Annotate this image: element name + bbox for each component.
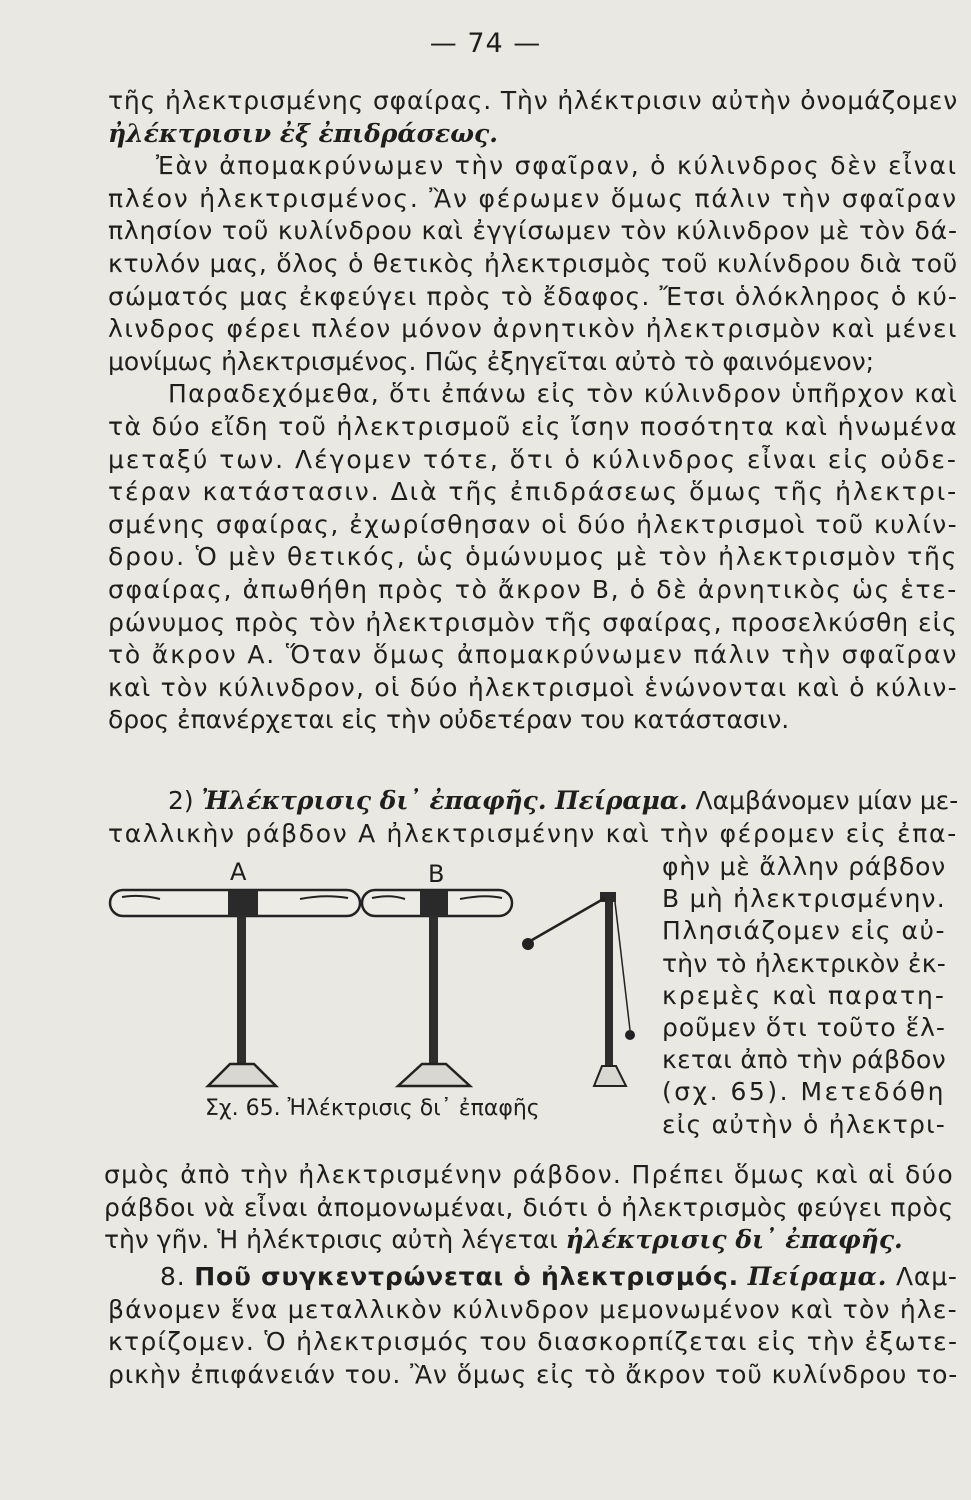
text-line <box>108 216 958 246</box>
text-line <box>662 884 946 914</box>
text-line <box>108 86 958 116</box>
text-run: Πείραμα. <box>747 1262 888 1291</box>
text-run: βάνομεν ἕνα μεταλλικὸν κύλινδρον μεμονωμένον καὶ τὸν ἠλε- <box>108 1294 958 1324</box>
text-run: ἠλέκτρισιν ἐξ ἐπιδράσεως. <box>108 118 498 148</box>
text-run: σμένης σφαίρας, ἐχωρίσθησαν οἱ δύο ἠλεκτρισμοὶ τοῦ κυλίν- <box>108 509 959 539</box>
text-line <box>108 314 958 344</box>
text-run: πλησίον τοῦ κυλίνδρου καὶ ἐγγίσωμεν τὸν κύλινδρον μὲ τὸν δά- <box>108 216 958 246</box>
text-line <box>108 1295 958 1325</box>
text-line <box>662 1110 946 1140</box>
text-run: ρικὴν ἐπιφάνειάν του. Ἂν ὅμως εἰς τὸ ἄκρον τοῦ κυλίνδρου το- <box>108 1359 959 1389</box>
text-line <box>104 1193 954 1223</box>
text-run: Παραδεχόμεθα, ὅτι ἐπάνω εἰς τὸν κύλινδρον ὑπῆρχον καὶ <box>168 379 958 409</box>
text-line <box>108 673 958 703</box>
text-line <box>108 542 958 572</box>
text-line <box>108 412 958 442</box>
text-line <box>108 1360 958 1390</box>
figure-65-contact-electrification <box>100 852 660 1092</box>
text-run: (σχ. 65). Μετεδόθη <box>662 1077 946 1107</box>
text-run: κρεμὲς καὶ παρατη- <box>662 980 946 1010</box>
text-run: τὴν γῆν. Ἡ ἠλέκτρισις αὐτὴ λέγεται <box>104 1225 566 1255</box>
text-run: 2) <box>168 786 202 815</box>
figure-label-a: Α <box>230 858 247 886</box>
text-line <box>662 1077 946 1107</box>
text-run: σμὸς ἀπὸ τὴν ἠλεκτρισμένην ράβδον. Πρέπει ὅμως καὶ αἱ δύο <box>104 1160 954 1189</box>
text-run: κτρίζομεν. Ὁ ἠλεκτρισμός του διασκορπίζεται εἰς τὴν ἐξωτε- <box>108 1327 959 1357</box>
rod-a <box>110 890 360 1086</box>
text-line <box>662 1013 946 1043</box>
electroscope-pendulum <box>522 892 635 1086</box>
text-line <box>662 916 946 946</box>
text-line <box>662 852 946 882</box>
text-run: 8. <box>160 1262 195 1291</box>
text-run: Β μὴ ἠλεκτρισμένην. <box>662 884 946 914</box>
text-run: Ἠλέκτρισις δι᾽ ἐπαφῆς. Πείραμα. <box>201 786 688 815</box>
text-run: δρου. Ὁ μὲν θετικός, ὡς ὁμώνυμος μὲ τὸν ἠλεκτρισμὸν τῆς <box>108 542 959 572</box>
text-run: ρώνυμος πρὸς τὸν ἠλεκτρισμὸν τῆς σφαίρας, προσελκύσθη εἰς <box>108 607 958 637</box>
text-line <box>108 819 958 849</box>
text-line <box>662 1045 946 1075</box>
text-line <box>104 1225 903 1255</box>
text-line <box>108 1327 958 1357</box>
text-run: κτυλόν μας, ὅλος ὁ θετικὸς ἠλεκτρισμὸς τοῦ κυλίνδρου διὰ τοῦ <box>108 249 958 278</box>
text-run: λινδρος φέρει πλέον μόνον ἀρνητικὸν ἠλεκτρισμὸν καὶ μένει <box>108 314 959 344</box>
text-run: εἰς αὐτὴν ὁ ἠλεκτρι- <box>662 1109 947 1139</box>
text-run: μεταξύ των. Λέγομεν τότε, ὅτι ὁ κύλινδρος εἶναι εἰς οὐδε- <box>108 444 958 474</box>
text-run: τέραν κατάστασιν. Διὰ τῆς ἐπιδράσεως ὅμως τῆς ἠλεκτρι- <box>108 477 959 507</box>
text-run: τῆς ἠλεκτρισμένης σφαίρας. Τὴν ἠλέκτρισιν αὐτὴν ὀνομάζομεν <box>108 86 959 115</box>
text-line <box>108 445 958 475</box>
text-line <box>168 379 958 409</box>
figure-caption: Σχ. 65. Ἠλέκτρισις δι᾽ ἐπαφῆς <box>205 1096 540 1121</box>
text-run: κεται ἀπὸ τὴν ράβδον <box>662 1045 947 1075</box>
text-run: ταλλικὴν ράβδον Α ἠλεκτρισμένην καὶ τὴν φέρομεν εἰς ἐπα- <box>108 818 958 848</box>
text-run: σφαίρας, ἀπωθήθη πρὸς τὸ ἄκρον Β, ὁ δὲ ἀρνητικὸς ὡς ἑτε- <box>108 575 958 604</box>
text-run: καὶ τὸν κύλινδρον, οἱ δύο ἠλεκτρισμοὶ ἑνώνονται καὶ ὁ κύλιν- <box>108 672 958 702</box>
text-line <box>168 786 958 816</box>
text-run: ἠλέκτρισις δι᾽ ἐπαφῆς. <box>565 1225 903 1255</box>
text-line <box>108 347 874 377</box>
figure-label-b: Β <box>428 860 445 888</box>
text-run: τὸ ἄκρον Α. Ὅταν ὅμως ἀπομακρύνωμεν πάλιν τὴν σφαῖραν <box>108 640 959 670</box>
text-line <box>104 1160 954 1190</box>
text-run: Ἐὰν ἀπομακρύνωμεν τὴν σφαῖραν, ὁ κύλινδρος δὲν εἶναι <box>156 151 958 181</box>
text-run: δρος ἐπανέρχεται εἰς τὴν οὐδετέραν του κατάστασιν. <box>108 705 790 735</box>
text-line <box>156 151 958 181</box>
text-run: τὴν τὸ ἠλεκτρικὸν ἐκ- <box>662 948 947 978</box>
text-run <box>739 1262 748 1291</box>
text-run: πλέον ἠλεκτρισμένος. Ἂν φέρωμεν ὅμως πάλιν τὴν σφαῖραν <box>108 183 958 213</box>
text-line <box>108 705 789 735</box>
text-run: Λαμβάνομεν μίαν με- <box>687 786 959 815</box>
text-line <box>160 1262 958 1292</box>
text-line <box>108 249 958 279</box>
text-line <box>108 575 958 605</box>
text-run: μονίμως ἠλεκτρισμένος. Πῶς ἐξηγεῖται αὐτὸ τὸ φαινόμενον; <box>108 346 875 376</box>
text-line <box>662 981 946 1011</box>
text-run: ράβδοι νὰ εἶναι ἀπομονωμέναι, διότι ὁ ἠλεκτρισμὸς φεύγει πρὸς <box>104 1192 954 1222</box>
text-run: ροῦμεν ὅτι τοῦτο ἕλ- <box>662 1013 946 1042</box>
text-line <box>108 119 498 149</box>
text-line <box>108 184 958 214</box>
text-line <box>662 949 946 979</box>
text-line <box>108 510 958 540</box>
text-run: φὴν μὲ ἄλλην ράβδον <box>662 852 947 881</box>
text-run: Ποῦ συγκεντρώνεται ὁ ἠλεκτρισμός. <box>194 1262 739 1291</box>
text-run: σώματός μας ἐκφεύγει πρὸς τὸ ἔδαφος. Ἔτσι ὁλόκληρος ὁ κύ- <box>108 281 959 311</box>
rod-b <box>362 890 512 1086</box>
text-line <box>108 640 958 670</box>
text-line <box>108 282 958 312</box>
text-run: Λαμ- <box>887 1262 958 1291</box>
page-number: — 74 — <box>429 28 542 59</box>
text-run: τὰ δύο εἴδη τοῦ ἠλεκτρισμοῦ εἰς ἴσην ποσότητα καὶ ἡνωμένα <box>108 412 958 441</box>
text-run: Πλησιάζομεν εἰς αὐ- <box>662 916 947 946</box>
text-line <box>108 608 958 638</box>
text-line <box>108 477 958 507</box>
